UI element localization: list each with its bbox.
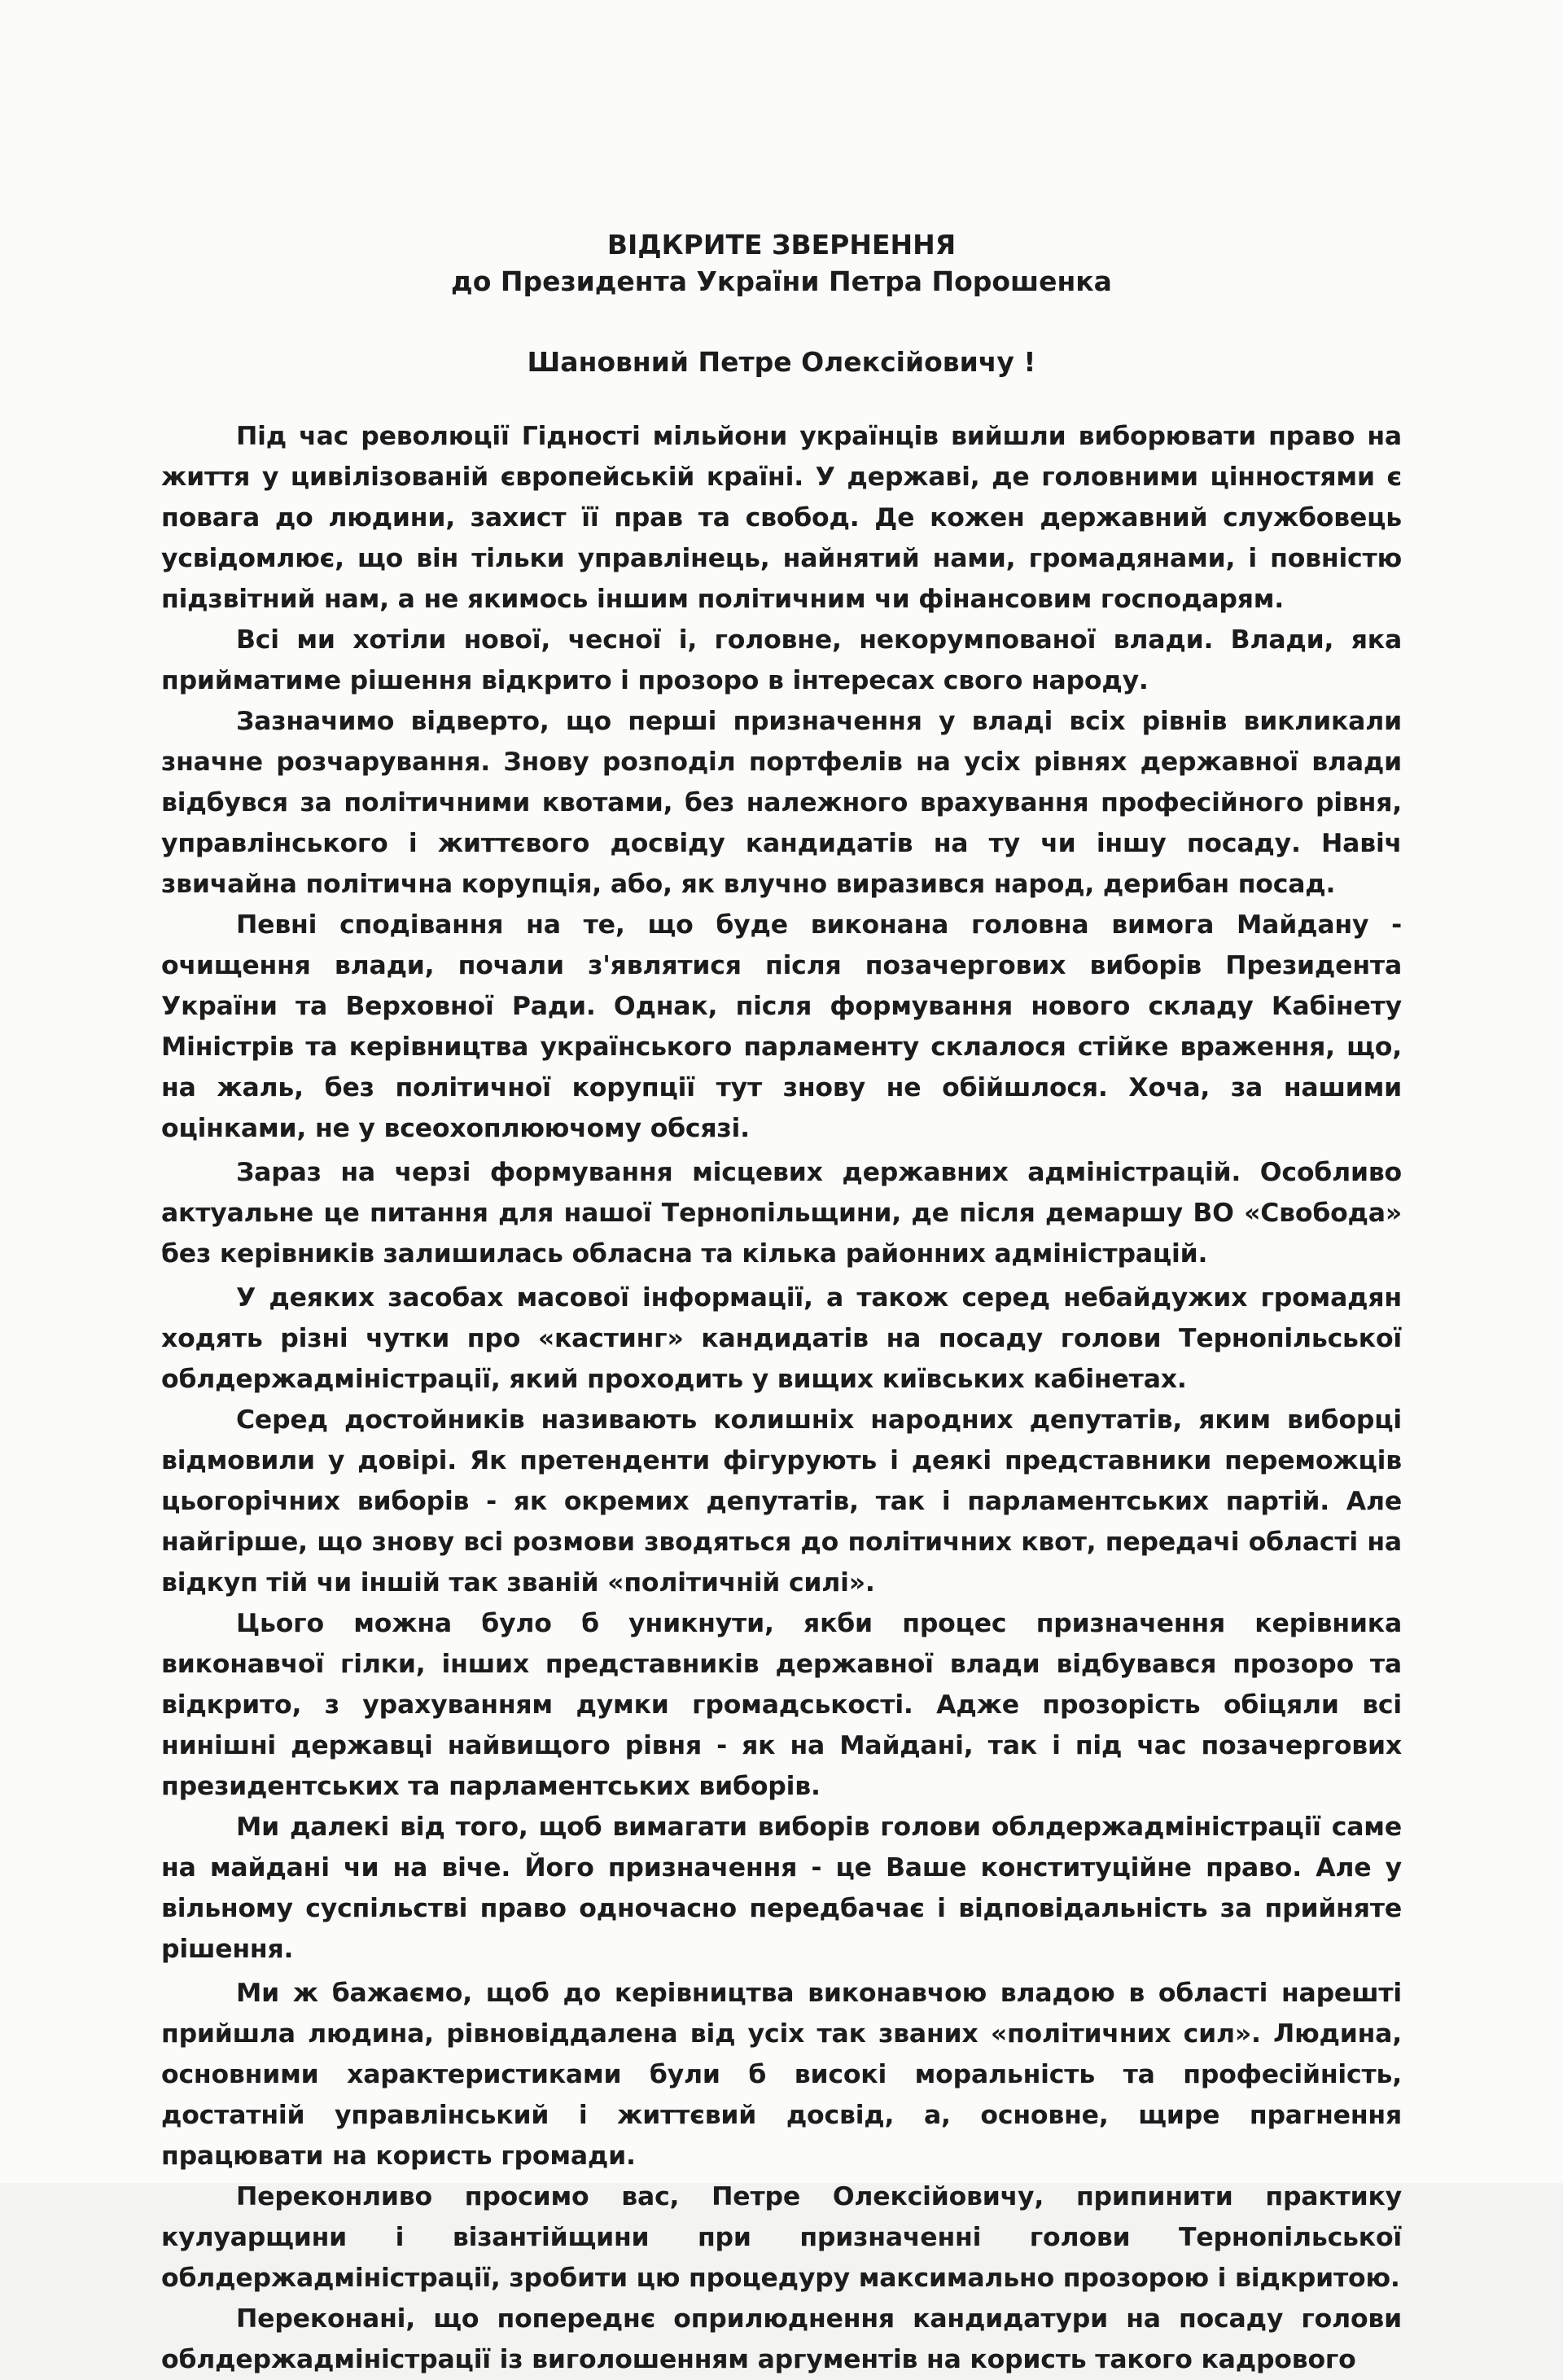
paragraph: Переконливо просимо вас, Петре Олексійовичу, припинити практику кулуарщини і візантійщини при призначенні голови Тернопільської облдержадміністрації, зробити цю процедуру максимально прозорою і відкритою.: [161, 2182, 1402, 2293]
document-title: ВІДКРИТЕ ЗВЕРНЕННЯ: [606, 229, 957, 261]
document-addressee: до Президента України Петра Порошенка: [451, 265, 1112, 297]
paragraph: Переконані, що попереднє оприлюднення кандидатури на посаду голови облдержадміністрації із виголошенням аргументів на користь такого кадрового: [161, 2304, 1402, 2374]
paragraph: Ми ж бажаємо, щоб до керівництва виконавчою владою в області нарешті прийшла людина, рівновіддалена від усіх так званих «політичних сил». Людина, основними характеристиками були б високі моральність та професійність, достатній управлінський і життєвий досвід, а, основне, щире прагнення працювати на користь громади.: [161, 1979, 1402, 2171]
paragraph: Зараз на черзі формування місцевих державних адміністрацій. Особливо актуальне це питання для нашої Тернопільщини, де після демаршу ВО «Свобода» без керівників залишилась обласна та кілька районних адміністрацій.: [161, 1158, 1402, 1269]
paragraph: Зазначимо відверто, що перші призначення у владі всіх рівнів викликали значне розчарування. Знову розподіл портфелів на усіх рівнях державної влади відбувся за політичними квотами, без належного врахування професійного рівня, управлінського і життєвого досвіду кандидатів на ту чи іншу посаду. Навіч звичайна політична корупція, або, як влучно виразився народ, дерибан посад.: [161, 707, 1402, 899]
paragraph: Ми далекі від того, щоб вимагати виборів голови облдержадміністрації саме на майдані чи на віче. Його призначення - це Ваше конституційне право. Але у вільному суспільстві право одночасно передбачає і відповідальність за прийняте рішення.: [161, 1812, 1402, 1964]
paragraph: У деяких засобах масової інформації, а також серед небайдужих громадян ходять різні чутки про «кастинг» кандидатів на посаду голови Тернопільської облдержадміністрації, який проходить у вищих київських кабінетах.: [161, 1283, 1402, 1394]
paragraph: Під час революції Гідності мільйони українців вийшли виборювати право на життя у цивілізованій європейській країні. У державі, де головними цінностями є повага до людини, захист її прав та свобод. Де кожен державний службовець усвідомлює, що він тільки управлінець, найнятий нами, громадянами, і повністю підзвітний нам, а не якимось іншим політичним чи фінансовим господарям.: [161, 422, 1402, 614]
letter-body: [161, 416, 1402, 2380]
paragraph: Всі ми хотіли нової, чесної і, головне, некорумпованої влади. Влади, яка прийматиме рішення відкрито і прозоро в інтересах свого народу.: [161, 625, 1402, 695]
salutation: Шановний Петре Олексійовичу !: [527, 346, 1036, 378]
paragraph: Певні сподівання на те, що буде виконана головна вимога Майдану - очищення влади, почали з'являтися після позачергових виборів Президента України та Верховної Ради. Однак, після формування нового складу Кабінету Міністрів та керівництва українського парламенту склалося стійке враження, що, на жаль, без політичної корупції тут знову не обійшлося. Хоча, за нашими оцінками, не у всеохоплюючому обсязі.: [161, 910, 1402, 1143]
paragraph: Серед достойників називають колишніх народних депутатів, яким виборці відмовили у довірі. Як претенденти фігурують і деякі представники переможців цьогорічних виборів - як окремих депутатів, так і парламентських партій. Але найгірше, що знову всі розмови зводяться до політичних квот, передачі області на відкуп тій чи іншій так званій «політичній силі».: [161, 1405, 1402, 1598]
paragraph: Цього можна було б уникнути, якби процес призначення керівника виконавчої гілки, інших представників державної влади відбувався прозоро та відкрито, з урахуванням думки громадськості. Адже прозорість обіцяли всі нинішні державці найвищого рівня - як на Майдані, так і під час позачергових президентських та парламентських виборів.: [161, 1609, 1402, 1801]
